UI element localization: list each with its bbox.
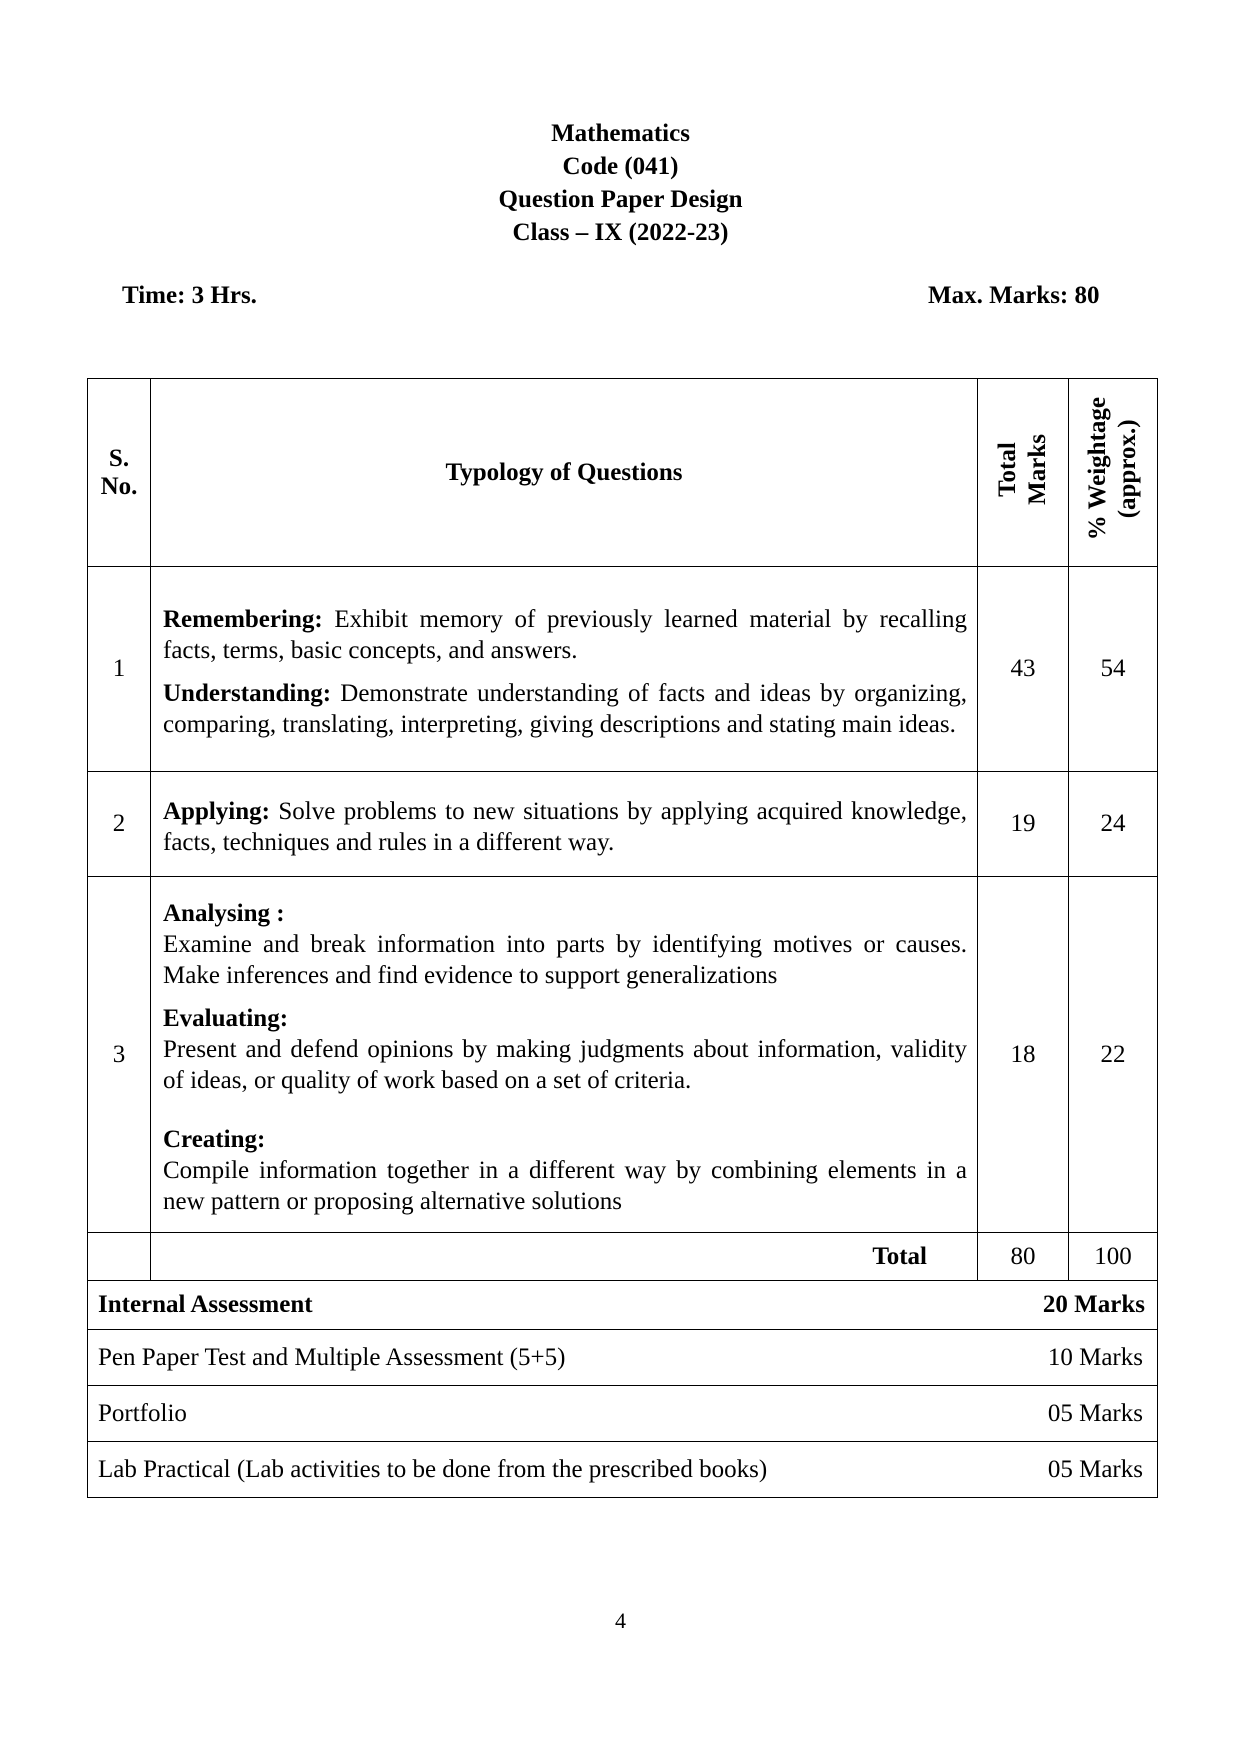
internal-item-label: Portfolio [98,1399,187,1427]
internal-item-label: Pen Paper Test and Multiple Assessment (5+5) [98,1343,566,1371]
row-weightage: 54 [1069,567,1158,772]
subject-code: Code (041) [562,153,679,180]
total-row [88,1233,1158,1281]
table-header-row [88,379,1158,567]
class-title: Class – IX (2022-23) [512,219,729,246]
header-typology: Typology of Questions [151,379,978,567]
row-marks: 18 [978,877,1069,1233]
row-marks: 19 [978,772,1069,877]
time-label: Time: 3 Hrs. [122,282,257,309]
row-typology: Analysing : Examine and break information into parts by identifying motives or causes. Make inferences and find evidence to support generalizations Evaluating: Present and defend opinions by making judgments about information, validity of ideas, or quality of work based on a set of criteria. Creating: Compile information together in a different way by combining elements in a new pattern or proposing alternative solutions [151,877,978,1233]
internal-item-row [88,1330,1158,1386]
total-weightage: 100 [1069,1233,1158,1281]
page-number: 4 [615,1608,626,1633]
internal-item-marks: 05 Marks [1047,1399,1143,1427]
internal-assessment-row [88,1281,1158,1330]
header-sno: S. No. [88,379,151,567]
header-weightage: % Weightage (approx.) [1069,379,1158,567]
internal-item-label: Lab Practical (Lab activities to be done from the prescribed books) [98,1455,768,1483]
internal-item-marks: 10 Marks [1047,1343,1143,1371]
row-weightage: 24 [1069,772,1158,877]
row-sno: 2 [88,772,151,877]
row-marks: 43 [978,567,1069,772]
table-row [88,567,1158,772]
internal-item-row [88,1442,1158,1498]
internal-assessment-title: Internal Assessment [98,1291,313,1318]
row-sno: 3 [88,877,151,1233]
row-sno: 1 [88,567,151,772]
document-header [0,117,1241,249]
row-typology: Remembering: Exhibit memory of previously learned material by recalling facts, terms, basic concepts, and answers. Understanding: Demonstrate understanding of facts and ideas by organizing, comparing, translating, interpreting, giving descriptions and stating main ideas. [151,567,978,772]
row-typology: Applying: Solve problems to new situations by applying acquired knowledge, facts, techniques and rules in a different way. [151,772,978,877]
table-row [88,772,1158,877]
header-total-marks: Total Marks [978,379,1069,567]
internal-item-row [88,1386,1158,1442]
question-paper-table [87,378,1158,1498]
internal-assessment-marks: 20 Marks [1042,1291,1145,1318]
total-label: Total [151,1233,978,1281]
design-title: Question Paper Design [498,186,743,213]
max-marks-label: Max. Marks: 80 [928,282,1100,309]
total-marks: 80 [978,1233,1069,1281]
table-row [88,877,1158,1233]
row-weightage: 22 [1069,877,1158,1233]
subject-title: Mathematics [551,120,690,147]
internal-item-marks: 05 Marks [1047,1455,1143,1483]
